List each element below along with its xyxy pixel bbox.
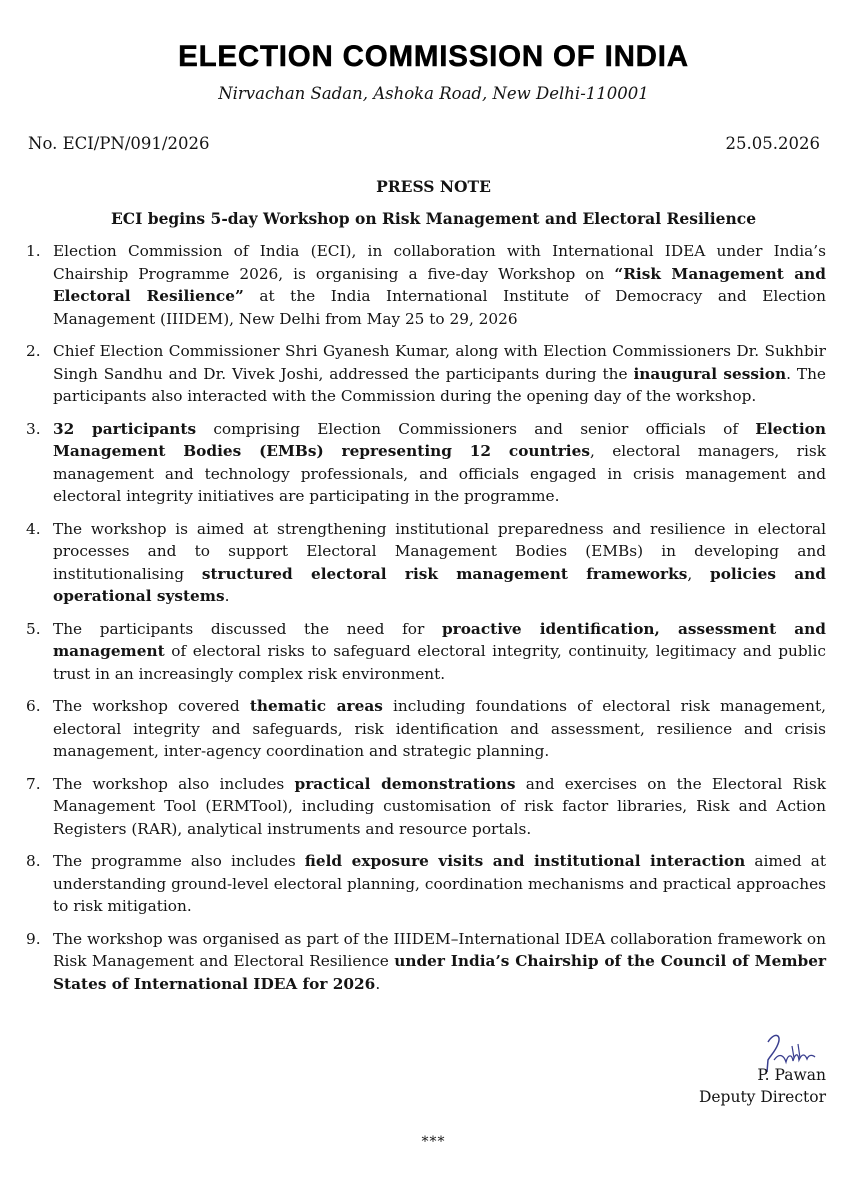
paragraph-item <box>26 850 826 918</box>
paragraph-text <box>53 240 826 330</box>
paragraph-list <box>26 240 826 1005</box>
paragraph-number: 5. <box>26 619 41 638</box>
paragraph-segment: The workshop is aimed at strengthening institutional preparedness and resilience in electoral processes and to support Electoral Management Bodies (EMBs) in developing and institutionalising <box>53 519 826 583</box>
paragraph-number: 9. <box>26 929 41 948</box>
paragraph-item <box>26 618 826 686</box>
paragraph-item <box>26 773 826 841</box>
paragraph-segment: . <box>224 587 230 605</box>
paragraph-number: 6. <box>26 697 41 715</box>
paragraph-segment: , <box>687 564 710 583</box>
paragraph-text <box>53 928 826 996</box>
paragraph-number: 8. <box>26 852 41 870</box>
subject-heading: ECI begins 5-day Workshop on Risk Management and Electoral Resilience <box>110 209 757 228</box>
paragraph-segment-bold: inaugural session <box>633 364 787 383</box>
paragraph-segment: and exercises on the Electoral Risk Management Tool (ERMTool), including customisation of risk factor libraries, Risk and Action Registers (RAR), analytical instruments and resource portals. <box>53 774 827 838</box>
paragraph-text <box>53 695 826 763</box>
paragraph-segment: Chief Election Commissioner Shri Gyanesh Kumar, along with Election Commissioners Dr. Sukhbir Singh Sandhu and Dr. Vivek Joshi, addressed the participants during the <box>53 342 826 383</box>
paragraph-segment-bold: thematic areas <box>249 697 383 715</box>
paragraph-segment: comprising Election Commissioners and senior officials of <box>196 419 756 438</box>
paragraph-segment: The participants discussed the need for <box>53 619 442 638</box>
paragraph-item <box>26 240 826 330</box>
paragraph-item <box>26 695 826 763</box>
issue-date: 25.05.2026 <box>725 134 820 153</box>
paragraph-segment: including foundations of electoral risk management, electoral integrity and safeguards, risk identification and assessment, resilience and crisis management, inter-agency coordination and strategic planning. <box>53 697 826 760</box>
paragraph-segment-bold: “Risk Management and Electoral Resilience” <box>53 264 826 305</box>
reference-number: No. ECI/PN/091/2026 <box>28 134 210 153</box>
paragraph-number: 2. <box>26 342 41 360</box>
paragraph-text <box>53 618 826 686</box>
paragraph-segment-bold: under India’s Chairship of the Council of Member States of International IDEA for 2026 <box>53 952 827 993</box>
header-address: Nirvachan Sadan, Ashoka Road, New Delhi-110001 <box>218 84 649 103</box>
paragraph-segment: at the India International Institute of Democracy and Election Management (IIIDEM), New Delhi from May 25 to 29, 2026 <box>53 287 826 328</box>
paragraph-segment: Election Commission of India (ECI), in collaboration with International IDEA under India’s Chairship Programme 2026, is organising a five-day Workshop on <box>53 242 826 283</box>
paragraph-segment: of electoral risks to safeguard electoral integrity, continuity, legitimacy and public trust in an increasingly complex risk environment. <box>53 642 826 683</box>
paragraph-segment: . <box>375 974 381 993</box>
signatory-designation: Deputy Director <box>698 1088 826 1106</box>
header-title: ELECTION COMMISSION OF INDIA <box>178 40 689 73</box>
end-mark: *** <box>421 1134 446 1150</box>
paragraph-segment-bold: field exposure visits and institutional interaction <box>304 852 746 870</box>
paragraph-number: 7. <box>26 774 41 793</box>
paragraph-segment-bold: policies and operational systems <box>53 564 826 605</box>
paragraph-segment-bold: Election Management Bodies (EMBs) representing 12 countries <box>53 419 826 460</box>
paragraph-segment: The workshop also includes <box>53 774 295 793</box>
paragraph-segment: . The participants also interacted with the Commission during the opening day of the workshop. <box>53 364 826 405</box>
paragraph-segment-bold: practical demonstrations <box>294 774 516 793</box>
signatory-name: P. Pawan <box>757 1066 826 1084</box>
paragraph-segment: , electoral managers, risk management and technology professionals, and officials engaged in crisis management and electoral integrity initiatives are participating in the programme. <box>53 442 826 505</box>
paragraph-segment: The workshop was organised as part of the IIIDEM–International IDEA collaboration framework on Risk Management and Electoral Resilience <box>53 929 826 970</box>
paragraph-item <box>26 340 826 408</box>
paragraph-segment-bold: 32 participants <box>53 419 197 438</box>
paragraph-segment: aimed at understanding ground-level electoral planning, coordination mechanisms and practical approaches to risk mitigation. <box>53 852 827 915</box>
paragraph-number: 3. <box>26 419 41 438</box>
paragraph-item <box>26 518 826 608</box>
document-type-heading: PRESS NOTE <box>376 177 491 196</box>
paragraph-text <box>53 773 826 841</box>
paragraph-segment-bold: structured electoral risk management frameworks <box>201 564 688 583</box>
paragraph-text <box>53 518 826 608</box>
paragraph-number: 1. <box>26 242 41 260</box>
paragraph-segment-bold: proactive identification, assessment and management <box>53 619 826 660</box>
paragraph-item <box>26 928 826 996</box>
paragraph-item <box>26 418 826 508</box>
paragraph-segment: The workshop covered <box>53 697 250 715</box>
paragraph-text <box>53 418 826 508</box>
paragraph-number: 4. <box>26 519 41 538</box>
paragraph-segment: The programme also includes <box>53 852 305 870</box>
paragraph-text <box>53 850 826 918</box>
paragraph-text <box>53 340 826 408</box>
